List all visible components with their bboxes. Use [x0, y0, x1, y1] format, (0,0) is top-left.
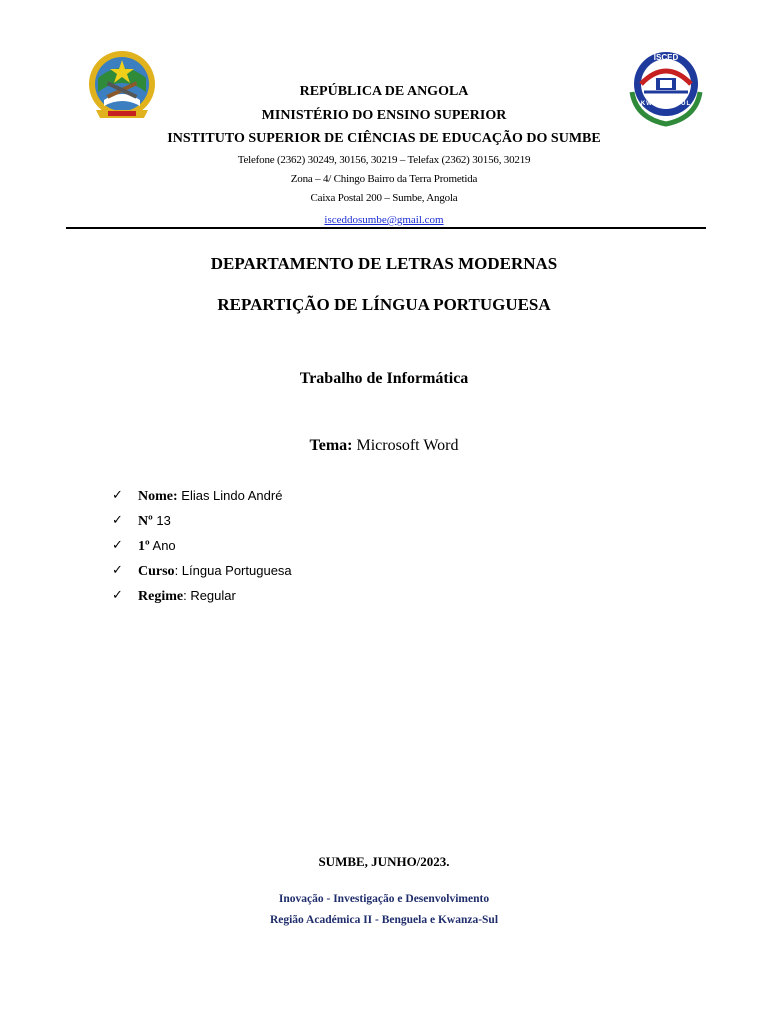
detail-key: Regime	[138, 589, 184, 604]
detail-value: Elias Lindo André	[177, 488, 283, 503]
footer-motto: Inovação - Investigação e Desenvolvimento	[278, 893, 490, 905]
checkmark-icon: ✓	[112, 488, 123, 503]
institute-line: INSTITUTO SUPERIOR DE CIÊNCIAS DE EDUCAÇÃO DO SUMBE	[167, 131, 601, 146]
email-link[interactable]: isceddosumbe@gmail.com	[324, 214, 444, 226]
address-line: Zona – 4/ Chingo Bairro da Terra Prometida	[290, 173, 478, 185]
republic-line: REPÚBLICA DE ANGOLA	[299, 84, 469, 99]
detail-value: Ano	[149, 538, 176, 553]
detail-value: 13	[152, 513, 171, 528]
detail-value: : Língua Portuguesa	[174, 563, 292, 578]
theme-label: Tema:	[309, 437, 353, 454]
section-title: REPARTIÇÃO DE LÍNGUA PORTUGUESA	[217, 295, 551, 314]
date-line: SUMBE, JUNHO/2023.	[318, 854, 450, 869]
postal-line: Caixa Postal 200 – Sumbe, Angola	[310, 192, 458, 204]
theme-line	[0, 437, 768, 455]
checkmark-icon: ✓	[112, 538, 123, 553]
ministry-line: MINISTÉRIO DO ENSINO SUPERIOR	[261, 108, 507, 123]
checkmark-icon: ✓	[112, 563, 123, 578]
work-title: Trabalho de Informática	[299, 370, 469, 387]
detail-key: Curso	[138, 564, 175, 579]
isced-logo-text: ISCED	[653, 53, 679, 62]
theme-value: Microsoft Word	[356, 437, 459, 454]
detail-value: : Regular	[183, 588, 236, 603]
checkmark-icon: ✓	[112, 588, 123, 603]
footer-region: Região Académica II - Benguela e Kwanza-Sul	[269, 914, 499, 926]
detail-key: 1º	[138, 539, 150, 554]
isced-logo-ring-text: KWANZA-SUL	[640, 101, 692, 107]
header-divider	[66, 227, 706, 229]
detail-key: Nº	[138, 514, 153, 529]
checkmark-icon: ✓	[112, 513, 123, 528]
phone-line: Telefone (2362) 30249, 30156, 30219 – Telefax (2362) 30156, 30219	[237, 154, 531, 166]
detail-key: Nome:	[138, 489, 178, 504]
department-title: DEPARTAMENTO DE LETRAS MODERNAS	[210, 254, 558, 273]
